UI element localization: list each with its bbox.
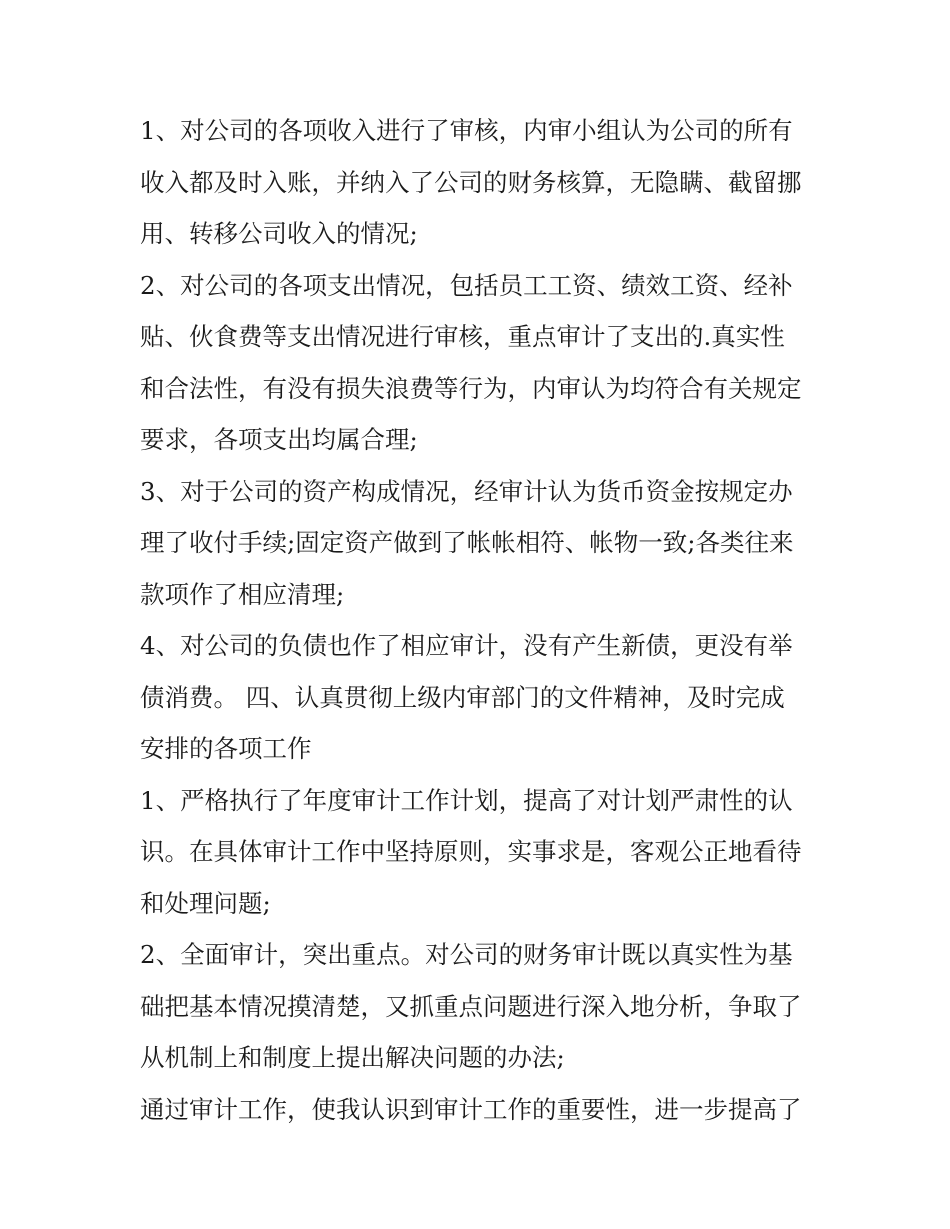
text-line: 识。在具体审计工作中坚持原则，实事求是，客观公正地看待 (140, 837, 802, 866)
text-line: 和处理问题; (140, 888, 271, 918)
text-line: 和合法性，有没有损失浪费等行为，内审认为均符合有关规定 (140, 373, 802, 403)
text-line: 4、对公司的负债也作了相应审计，没有产生新债，更没有举 (140, 631, 793, 660)
document-body (140, 105, 820, 1135)
text-line: 1、严格执行了年度审计工作计划，提高了对计划严肃性的认 (140, 785, 793, 815)
text-line: 要求，各项支出均属合理; (140, 425, 418, 454)
text-line: 用、转移公司收入的情况; (140, 219, 418, 248)
text-line: 3、对于公司的资产构成情况，经审计认为货币资金按规定办 (140, 476, 793, 506)
text-line: 2、对公司的各项支出情况，包括员工工资、绩效工资、经补 (140, 270, 793, 300)
text-line: 从机制上和制度上提出解决问题的办法; (140, 1043, 565, 1072)
text-line: 础把基本情况摸清楚，又抓重点问题进行深入地分析，争取了 (140, 991, 802, 1021)
text-line: 款项作了相应清理; (140, 579, 345, 609)
text-line: 收入都及时入账，并纳入了公司的财务核算，无隐瞒、截留挪 (140, 167, 802, 197)
text-line: 理了收付手续;固定资产做到了帐帐相符、帐物一致;各类往来 (140, 528, 794, 557)
text-line: 通过审计工作，使我认识到审计工作的重要性，进一步提高了 (140, 1094, 802, 1124)
text-line: 2、全面审计，突出重点。对公司的财务审计既以真实性为基 (140, 940, 793, 969)
text-line: 贴、伙食费等支出情况进行审核，重点审计了支出的.真实性 (140, 322, 785, 351)
text-line: 1、对公司的各项收入进行了审核，内审小组认为公司的所有 (140, 116, 793, 145)
text-line: 债消费。 四、认真贯彻上级内审部门的文件精神，及时完成 (140, 682, 785, 712)
text-line: 安排的各项工作 (140, 734, 312, 763)
